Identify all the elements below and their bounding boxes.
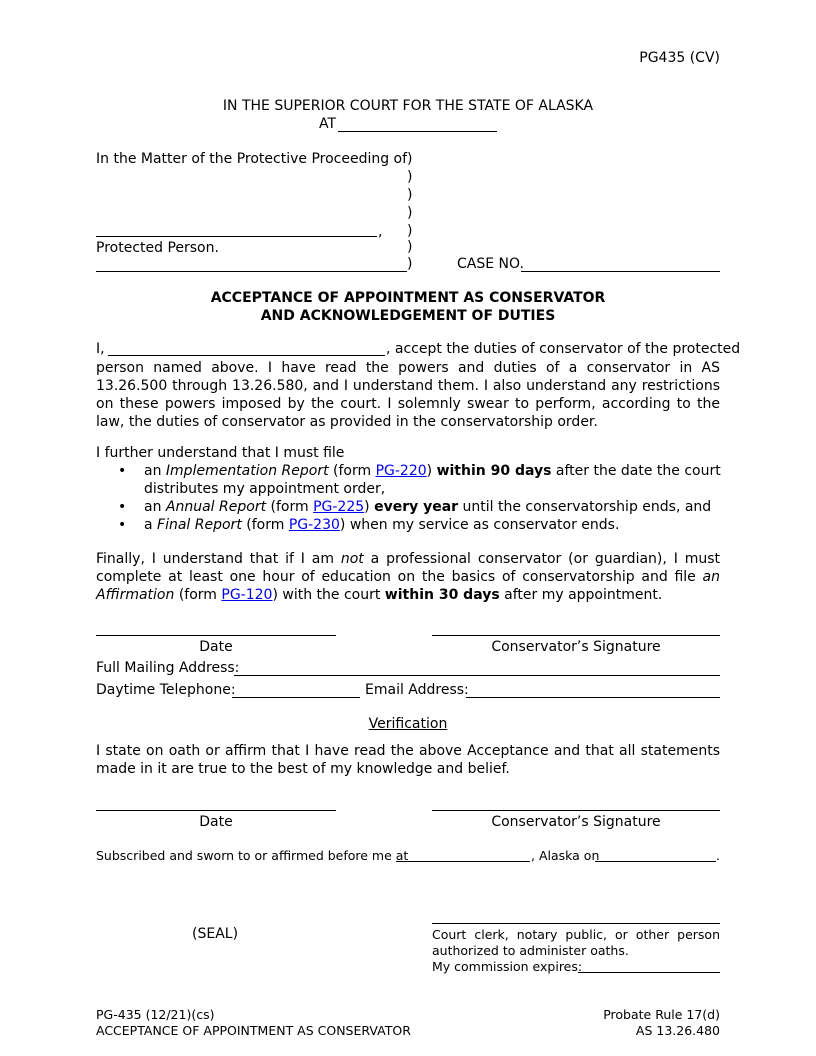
protected-person-label: Protected Person. (96, 240, 219, 256)
matter-label: In the Matter of the Protective Proceeding of (96, 151, 408, 167)
footer-statute: AS 13.26.480 (635, 1023, 720, 1038)
document-title-line2: AND ACKNOWLEDGEMENT OF DUTIES (260, 308, 556, 324)
telephone-label: Daytime Telephone: (96, 682, 236, 698)
subscribed-period: . (716, 848, 720, 863)
caption-paren: ) (407, 223, 413, 239)
signature-field-1[interactable] (432, 635, 720, 636)
caption-paren: ) (407, 151, 413, 167)
subscribed-label: Subscribed and sworn to or affirmed before me at (96, 848, 409, 863)
signature-label-2: Conservator’s Signature (491, 814, 661, 830)
further-intro: I further understand that I must file (96, 445, 345, 461)
date-field-1[interactable] (96, 635, 336, 636)
date-label-1: Date (199, 639, 233, 655)
subscribed-alaska-label: , Alaska on (531, 848, 600, 863)
caption-paren: ) (407, 239, 413, 255)
form-id: PG435 (CV) (639, 50, 720, 66)
acceptance-i: I, (96, 341, 105, 357)
caption-paren: ) (407, 169, 413, 185)
footer-rule: Probate Rule 17(d) (603, 1007, 720, 1022)
bullet-implementation-cont: distributes my appointment order, (144, 481, 386, 497)
commission-expires-field[interactable] (578, 972, 720, 973)
email-label: Email Address: (365, 682, 469, 698)
court-heading: IN THE SUPERIOR COURT FOR THE STATE OF ALASKA (222, 98, 594, 114)
mailing-address-label: Full Mailing Address: (96, 660, 240, 676)
signature-label-1: Conservator’s Signature (491, 639, 661, 655)
document-title-line1: ACCEPTANCE OF APPOINTMENT AS CONSERVATOR (210, 290, 606, 306)
caption-bottom-line (96, 271, 407, 272)
footer-form-number: PG-435 (12/21)(cs) (96, 1007, 215, 1022)
acceptance-first-line: , accept the duties of conservator of the protected (386, 341, 741, 357)
case-no-field[interactable] (521, 271, 720, 272)
footer-form-title: ACCEPTANCE OF APPOINTMENT AS CONSERVATOR (96, 1023, 411, 1038)
pg-225-link[interactable]: PG-225 (313, 499, 365, 515)
caption-comma: , (378, 224, 383, 240)
court-at-label: AT (319, 116, 337, 132)
bullet-annual: an Annual Report (form PG-225) every year until the conservatorship ends, and (144, 499, 712, 515)
commission-label: My commission expires: (432, 959, 583, 974)
signature-field-2[interactable] (432, 810, 720, 811)
verification-text: I state on oath or affirm that I have read the above Acceptance and that all statements made in it are true to the best of my knowledge and belief. (96, 743, 720, 777)
date-label-2: Date (199, 814, 233, 830)
notary-signature-field[interactable] (432, 923, 720, 924)
acceptance-body: person named above. I have read the powers and duties of a conservator in AS 13.26.500 through 13.26.580, and I understand them. I also understand any restrictions on these powers imposed by the court. I solemnly swear to perform, according to the law, the duties of conservator as provided in the conservatorship order. (96, 360, 720, 430)
verification-heading: Verification (368, 716, 448, 732)
pg-120-link[interactable]: PG-120 (221, 587, 273, 603)
notary-text-line1: Court clerk, notary public, or other person (432, 927, 720, 942)
telephone-field[interactable] (232, 697, 360, 698)
finally-paragraph: Finally, I understand that if I am not a professional conservator (or guardian), I must complete at least one hour of education on the basics of conservatorship and file an Affirmation (form PG-120) with the court within 30 days after my appointment. (96, 551, 720, 603)
email-field[interactable] (466, 697, 720, 698)
bullet-final: a Final Report (form PG-230) when my service as conservator ends. (144, 517, 620, 533)
notary-text-line2: authorized to administer oaths. (432, 943, 629, 958)
mailing-address-field[interactable] (234, 675, 720, 676)
conservator-name-field[interactable] (108, 355, 385, 356)
caption-paren: ) (407, 205, 413, 221)
caption-paren: ) (407, 187, 413, 203)
protected-person-name-field[interactable] (96, 236, 377, 237)
bullet-icon: • (118, 499, 127, 515)
sworn-location-field[interactable] (396, 861, 530, 862)
sworn-date-field[interactable] (595, 861, 716, 862)
bullet-icon: • (118, 463, 127, 479)
bullet-icon: • (118, 517, 127, 533)
pg-220-link[interactable]: PG-220 (375, 463, 427, 479)
bullet-implementation: an Implementation Report (form PG-220) within 90 days after the date the court (144, 463, 721, 479)
caption-paren: ) (407, 256, 413, 272)
case-no-label: CASE NO. (457, 256, 524, 272)
date-field-2[interactable] (96, 810, 336, 811)
seal-label: (SEAL) (192, 926, 239, 942)
court-location-field[interactable] (338, 131, 497, 132)
pg-230-link[interactable]: PG-230 (288, 517, 340, 533)
